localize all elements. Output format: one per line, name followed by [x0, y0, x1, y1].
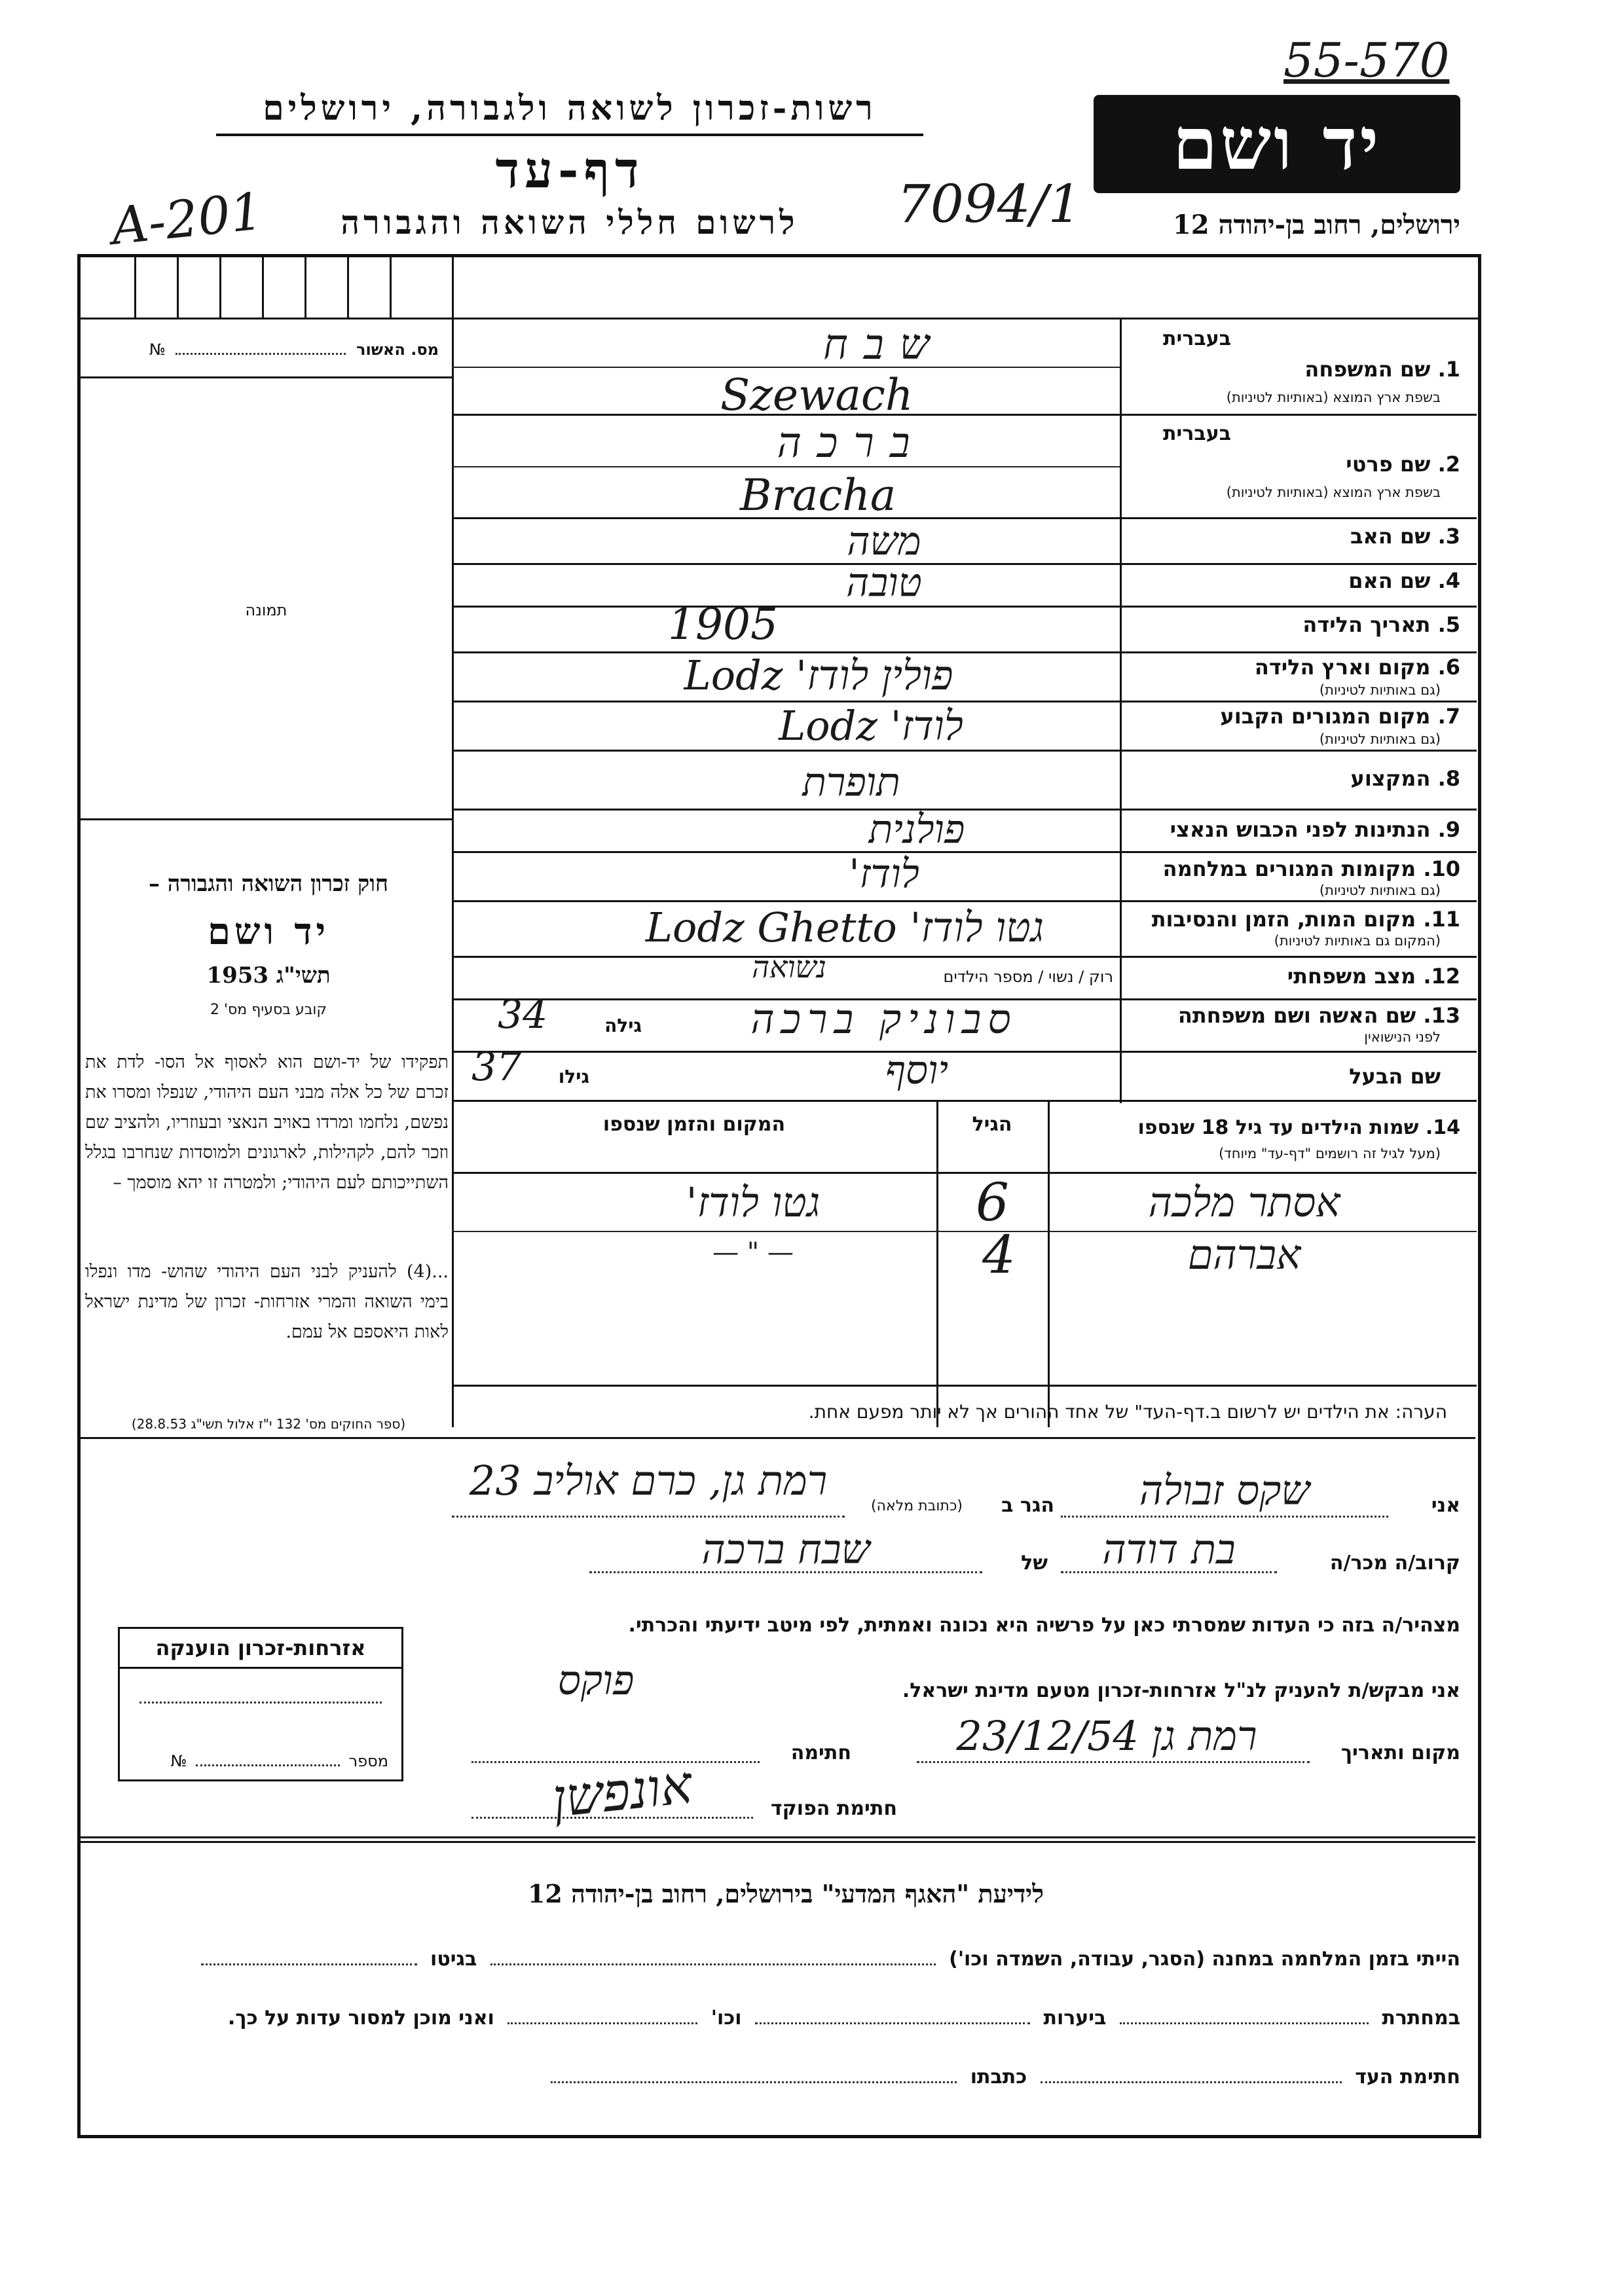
- field-5-value[interactable]: 1905: [668, 599, 778, 649]
- field-13-number: 13.: [1423, 1003, 1460, 1028]
- declaration-statement: מצהיר/ה בזה כי העדות שמסרתי כאן על פרשיה היא נכונה ואמתית, לפי מיטב ידיעתי והכרתי.: [628, 1614, 1460, 1637]
- field-2-value-hebrew[interactable]: ברכה: [777, 419, 926, 467]
- field-6-number: 6.: [1437, 655, 1460, 680]
- photo-label: תמונה: [245, 601, 287, 619]
- field-2-tag: בעברית: [1163, 422, 1231, 445]
- field-5-label-text: תאריך הלידה: [1302, 612, 1431, 637]
- field-1-label: [1133, 357, 1460, 382]
- field-7-number: 7.: [1437, 704, 1460, 729]
- place-date-label: מקום ותאריך: [1340, 1741, 1460, 1764]
- approval-number-sign: №: [149, 340, 166, 359]
- footer-address-text: כתבתו: [970, 2066, 1027, 2088]
- field-7-sub: (גם באותיות לטיניות): [1319, 731, 1441, 747]
- footer-line-1: [92, 1948, 1460, 1971]
- field-8-number: 8.: [1437, 766, 1460, 791]
- field-8-label: [1133, 766, 1460, 791]
- field-7-label-text: מקום המגורים הקבוע: [1220, 704, 1431, 729]
- field-5-label: [1133, 612, 1460, 637]
- field-4-label: [1133, 568, 1460, 593]
- field-2-number: 2.: [1437, 452, 1460, 477]
- husband-value[interactable]: יוסף: [885, 1048, 949, 1093]
- field-1-tag: בעברית: [1163, 327, 1231, 350]
- field-3-label-text: שם האב: [1350, 524, 1431, 549]
- footer-ghetto-text: בגיטו: [430, 1948, 477, 1971]
- field-13-sub: לפני הנישואין: [1364, 1029, 1441, 1045]
- field-6-label-text: מקום וארץ הלידה: [1254, 655, 1431, 680]
- declaration-i-label: אני: [1431, 1494, 1460, 1517]
- law-text-2: ...(4) להעניק לבני העם היהודי שהוש- מדו ונפלו בימי השואה והמרי אזרחות- זכרון של מדינת ישראל לאות היאספם אל עמם.: [85, 1262, 449, 1342]
- field-1-value-hebrew[interactable]: שבח: [822, 321, 946, 369]
- field-7-value[interactable]: לודז' Lodz: [779, 702, 963, 750]
- field-7-label: [1133, 704, 1460, 729]
- field-10-label-text: מקומות המגורים במלחמה: [1162, 856, 1416, 881]
- field-8-label-text: המקצוע: [1350, 766, 1431, 791]
- field-9-label-text: הנתינות לפני הכבוש הנאצי: [1170, 817, 1431, 842]
- field-11-value[interactable]: גטו לודז' Lodz Ghetto: [645, 903, 1044, 951]
- husband-age-label: גילו: [558, 1066, 589, 1087]
- field-2-label: [1133, 452, 1460, 477]
- field-12-hint: רוק / נשוי / מספר הילדים: [943, 968, 1113, 986]
- handwritten-code: A-201: [108, 182, 266, 257]
- yad-vashem-logo: [1094, 95, 1460, 193]
- field-13-label: [1133, 1003, 1460, 1028]
- declaration-of-value[interactable]: שבח ברכה: [701, 1525, 870, 1573]
- field-12-number: 12.: [1423, 964, 1460, 989]
- field-10-number: 10.: [1423, 856, 1460, 881]
- official-signature[interactable]: אונפשן: [549, 1754, 695, 1829]
- declaration-i-value[interactable]: שקס זבולה: [1139, 1467, 1310, 1514]
- field-12-label: [1133, 964, 1460, 989]
- declaration-request-mark[interactable]: פוקס: [557, 1656, 635, 1704]
- footer-line-3: [92, 2066, 1460, 2088]
- field-13-age-value[interactable]: 34: [498, 992, 548, 1038]
- field-12-label-text: מצב משפחתי: [1287, 964, 1416, 989]
- logo-text: יד ושם: [1172, 101, 1382, 186]
- approval-label: [98, 340, 439, 359]
- field-6-label: [1133, 655, 1460, 680]
- child-1-place[interactable]: גטו לודז': [686, 1178, 821, 1226]
- children-col-place: המקום והזמן שנספו: [602, 1113, 786, 1136]
- children-label-text: שמות הילדים עד גיל 18 שנספו: [1137, 1116, 1419, 1139]
- authority-line: רשות-זכרון לשואה ולגבורה, ירושלים: [216, 88, 923, 136]
- husband-age-value[interactable]: 37: [471, 1044, 522, 1090]
- footer-forests-text: ביערות: [1043, 2007, 1107, 2030]
- child-1-age[interactable]: 6: [976, 1172, 1009, 1233]
- child-2-place[interactable]: — " —: [712, 1237, 794, 1267]
- child-1-name[interactable]: אסתר מלכה: [1148, 1178, 1340, 1226]
- footer-witness-signature-text: חתימת העד: [1355, 2066, 1460, 2088]
- child-2-name[interactable]: אברהם: [1187, 1231, 1301, 1279]
- footer-etc-text: וכו': [710, 2007, 742, 2030]
- field-9-label: [1133, 817, 1460, 842]
- declaration-request: אני מבקש/ת להעניק לנ"ל אזרחות-זכרון מטעם מדינת ישראל.: [902, 1679, 1460, 1702]
- approval-text: מס. האשור: [356, 340, 439, 359]
- field-13-value[interactable]: סבוניק ברכה: [750, 995, 1018, 1043]
- form-subtitle: לרשום חללי השואה והגבורה: [341, 203, 799, 242]
- field-1-sub: בשפת ארץ המוצא (באותיות לטיניות): [1226, 390, 1441, 405]
- citizenship-box: [118, 1627, 403, 1781]
- footer-line-2: [92, 2007, 1460, 2030]
- field-3-number: 3.: [1437, 524, 1460, 549]
- citizenship-number-sign: №: [170, 1752, 187, 1770]
- field-10-label: [1133, 856, 1460, 881]
- footer-underground-text: במחתרת: [1382, 2007, 1460, 2030]
- field-1-number: 1.: [1437, 357, 1460, 382]
- logo-address: ירושלים, רחוב בן-יהודה 12: [1172, 210, 1460, 240]
- law-citation: (ספר החוקים מס' 132 י"ז אלול תשי"ג 28.8.53): [131, 1416, 406, 1432]
- declaration-resident-label: הגר ב: [1001, 1494, 1054, 1517]
- field-1-value-latin[interactable]: Szewach: [720, 370, 913, 420]
- form-title: דף-עד: [495, 141, 644, 199]
- husband-label: שם הבעל: [1349, 1064, 1441, 1089]
- field-8-value[interactable]: תופרת: [802, 759, 900, 805]
- citizenship-box-title: אזרחות-זכרון הוענקה: [120, 1629, 401, 1669]
- children-col-age: הגיל: [972, 1113, 1012, 1136]
- archive-number: 55-570: [1283, 33, 1450, 88]
- field-4-number: 4.: [1437, 568, 1460, 593]
- field-2-label-text: שם פרטי: [1346, 452, 1431, 477]
- law-name: יד ושם: [207, 910, 330, 953]
- field-3-label: [1133, 524, 1460, 549]
- field-11-label: [1133, 907, 1460, 932]
- handwritten-reference: 7094/1: [897, 173, 1082, 234]
- field-2-sub: בשפת ארץ המוצא (באותיות לטיניות): [1226, 484, 1441, 500]
- footer-camp-text: הייתי בזמן המלחמה במחנה (הסגר, עבודה, השמדה וכו'): [949, 1948, 1460, 1971]
- declaration-relation-value[interactable]: בת דודה: [1102, 1525, 1236, 1573]
- field-6-value[interactable]: פולין לודז' Lodz: [684, 651, 953, 699]
- official-signature-label: חתימת הפוקד: [771, 1797, 897, 1820]
- field-11-sub: (המקום גם באותיות לטיניות): [1274, 933, 1441, 949]
- law-clause: קובע בסעיף מס' 2: [210, 1002, 327, 1018]
- field-9-number: 9.: [1437, 817, 1460, 842]
- declaration-address-hint: (כתובת מלאה): [871, 1498, 963, 1514]
- field-4-value[interactable]: טובה: [846, 560, 922, 606]
- footer-title: לידיעת "האגף המדעי" בירושלים, רחוב בן-יהודה 12: [527, 1879, 1044, 1908]
- field-2-value-latin[interactable]: Bracha: [740, 470, 896, 520]
- field-10-value[interactable]: לודז': [849, 851, 919, 897]
- field-13-age-label: גילה: [604, 1015, 642, 1036]
- field-10-sub: (גם באותיות לטיניות): [1319, 883, 1441, 898]
- field-13-label-text: שם האשה ושם משפחתה: [1177, 1003, 1416, 1028]
- note-text: הערה: את הילדים יש לרשום ב.דף-העד" של אחד ההורים אך לא יותר מפעם אחת.: [808, 1401, 1447, 1423]
- signature-label: חתימה: [790, 1741, 851, 1764]
- children-sub: (מעל לגיל זה רושמים "דף-עד" מיוחד): [1219, 1146, 1441, 1161]
- field-4-label-text: שם האם: [1348, 568, 1431, 593]
- children-number: 14.: [1425, 1116, 1460, 1139]
- declaration-of-label: של: [1021, 1552, 1048, 1575]
- children-label: [1061, 1116, 1460, 1139]
- field-11-number: 11.: [1423, 907, 1460, 932]
- field-3-value[interactable]: משה: [847, 519, 921, 564]
- field-11-label-text: מקום המות, הזמן והנסיבות: [1151, 907, 1416, 932]
- law-year: תשי"ג 1953: [206, 962, 331, 989]
- child-2-age[interactable]: 4: [982, 1224, 1016, 1285]
- law-title: חוק זכרון השואה והגבורה –: [148, 871, 389, 897]
- field-12-value[interactable]: נשואה: [752, 949, 826, 985]
- field-9-value[interactable]: פולנית: [868, 807, 965, 852]
- field-1-label-text: שם המשפחה: [1304, 357, 1431, 382]
- field-5-number: 5.: [1437, 612, 1460, 637]
- footer-willing-text: ואני מוכן למסור עדות על כך.: [227, 2007, 494, 2030]
- citizenship-number-label: מספר: [348, 1752, 388, 1770]
- place-date-value[interactable]: רמת גן 23/12/54: [956, 1712, 1257, 1760]
- declaration-relation-label: קרוב/ה מכר/ה: [1329, 1552, 1460, 1575]
- field-6-sub: (גם באותיות לטיניות): [1319, 682, 1441, 698]
- law-text-1: תפקידו של יד-ושם הוא לאסוף אל הסו- לדת את זכרם של כל אלה מבני העם היהודי, שנפלו ומסרו את נפשם, נלחמו ומרדו באויב הנאצי ובעוזריו, ולהציב שם וזכר להם, לקהילות, לארגונים ולמוסדות שנחרבו בגלל השתייכותם לעם היהודי; ולמטרה זו יהא מוסמך –: [85, 1052, 449, 1193]
- declaration-address-value[interactable]: רמת גן, כרם אוליב 23: [469, 1457, 828, 1504]
